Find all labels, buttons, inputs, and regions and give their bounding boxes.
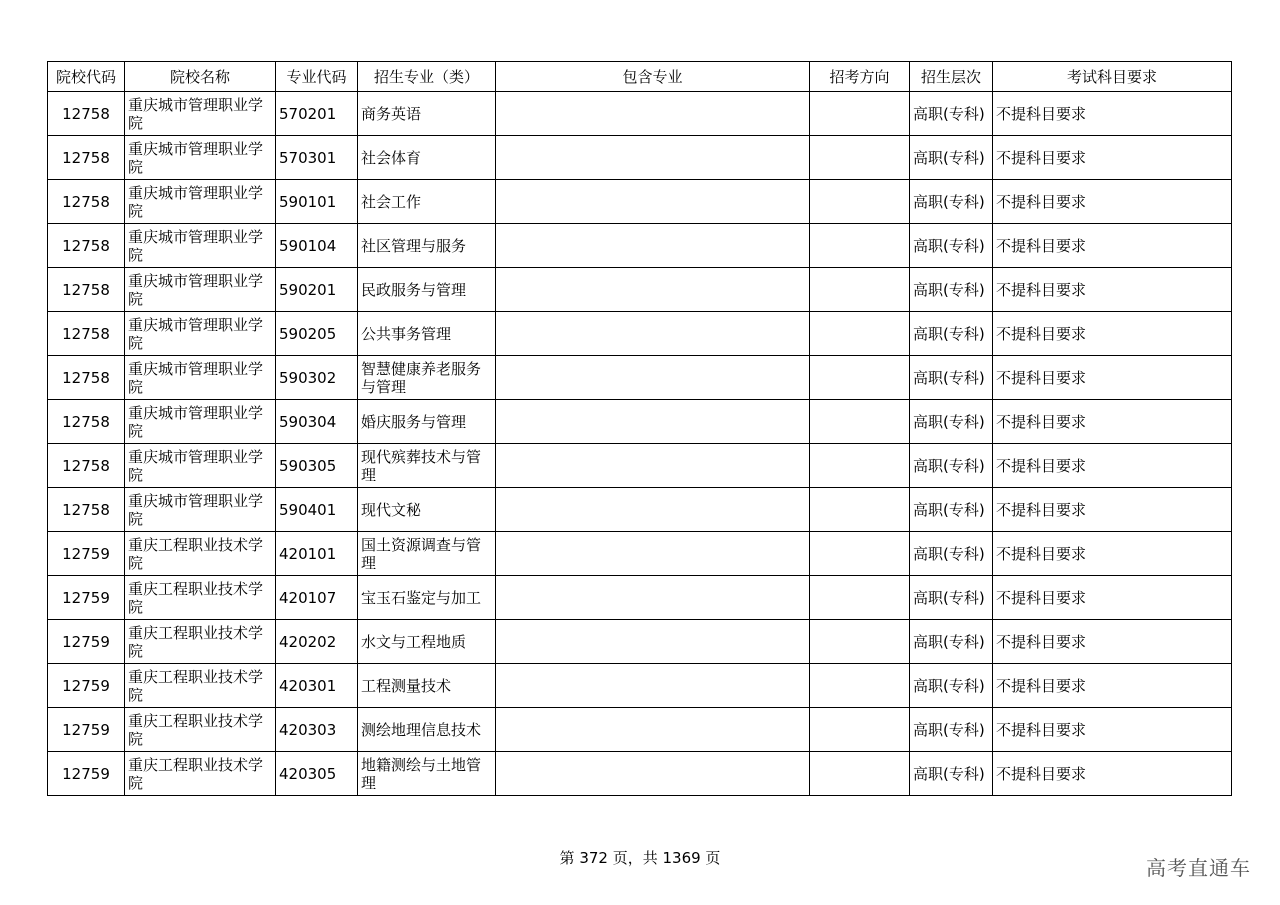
cell-direction bbox=[810, 136, 910, 180]
cell-school-code: 12758 bbox=[48, 136, 125, 180]
cell-sub-majors bbox=[496, 312, 810, 356]
cell-major: 智慧健康养老服务与管理 bbox=[358, 356, 496, 400]
cell-direction bbox=[810, 180, 910, 224]
cell-direction bbox=[810, 400, 910, 444]
cell-level: 高职(专科) bbox=[910, 224, 993, 268]
cell-major: 社会工作 bbox=[358, 180, 496, 224]
cell-level: 高职(专科) bbox=[910, 312, 993, 356]
table-row bbox=[48, 576, 1232, 620]
cell-direction bbox=[810, 752, 910, 796]
table-row bbox=[48, 268, 1232, 312]
cell-major: 民政服务与管理 bbox=[358, 268, 496, 312]
table-row bbox=[48, 312, 1232, 356]
cell-school-code: 12758 bbox=[48, 444, 125, 488]
header-major: 招生专业（类） bbox=[358, 62, 496, 92]
cell-requirement: 不提科目要求 bbox=[993, 708, 1232, 752]
cell-school-code: 12758 bbox=[48, 356, 125, 400]
cell-major: 国土资源调查与管理 bbox=[358, 532, 496, 576]
cell-level: 高职(专科) bbox=[910, 180, 993, 224]
cell-school-code: 12759 bbox=[48, 576, 125, 620]
cell-major: 婚庆服务与管理 bbox=[358, 400, 496, 444]
cell-level: 高职(专科) bbox=[910, 400, 993, 444]
table-row bbox=[48, 532, 1232, 576]
cell-school-name: 重庆城市管理职业学院 bbox=[125, 312, 276, 356]
table-row bbox=[48, 136, 1232, 180]
cell-direction bbox=[810, 532, 910, 576]
cell-sub-majors bbox=[496, 752, 810, 796]
cell-requirement: 不提科目要求 bbox=[993, 356, 1232, 400]
table-header bbox=[48, 62, 1232, 92]
table-body bbox=[48, 92, 1232, 796]
cell-level: 高职(专科) bbox=[910, 576, 993, 620]
cell-sub-majors bbox=[496, 136, 810, 180]
cell-requirement: 不提科目要求 bbox=[993, 136, 1232, 180]
cell-direction bbox=[810, 620, 910, 664]
cell-major: 现代文秘 bbox=[358, 488, 496, 532]
cell-major-code: 590101 bbox=[276, 180, 358, 224]
cell-school-code: 12759 bbox=[48, 620, 125, 664]
header-school-code: 院校代码 bbox=[48, 62, 125, 92]
cell-direction bbox=[810, 664, 910, 708]
cell-sub-majors bbox=[496, 268, 810, 312]
cell-school-code: 12758 bbox=[48, 268, 125, 312]
cell-sub-majors bbox=[496, 708, 810, 752]
cell-requirement: 不提科目要求 bbox=[993, 224, 1232, 268]
cell-requirement: 不提科目要求 bbox=[993, 620, 1232, 664]
cell-major: 社区管理与服务 bbox=[358, 224, 496, 268]
cell-major-code: 420301 bbox=[276, 664, 358, 708]
cell-sub-majors bbox=[496, 356, 810, 400]
cell-level: 高职(专科) bbox=[910, 752, 993, 796]
cell-school-code: 12759 bbox=[48, 708, 125, 752]
header-school-name: 院校名称 bbox=[125, 62, 276, 92]
table-row bbox=[48, 708, 1232, 752]
cell-school-name: 重庆城市管理职业学院 bbox=[125, 400, 276, 444]
cell-requirement: 不提科目要求 bbox=[993, 268, 1232, 312]
cell-level: 高职(专科) bbox=[910, 444, 993, 488]
header-major-code: 专业代码 bbox=[276, 62, 358, 92]
cell-sub-majors bbox=[496, 532, 810, 576]
table-row bbox=[48, 92, 1232, 136]
cell-level: 高职(专科) bbox=[910, 356, 993, 400]
cell-sub-majors bbox=[496, 620, 810, 664]
cell-school-name: 重庆城市管理职业学院 bbox=[125, 224, 276, 268]
cell-level: 高职(专科) bbox=[910, 664, 993, 708]
cell-school-code: 12759 bbox=[48, 664, 125, 708]
cell-school-name: 重庆工程职业技术学院 bbox=[125, 708, 276, 752]
watermark: 高考直通车 bbox=[1146, 856, 1251, 880]
cell-direction bbox=[810, 268, 910, 312]
cell-major: 测绘地理信息技术 bbox=[358, 708, 496, 752]
cell-requirement: 不提科目要求 bbox=[993, 532, 1232, 576]
cell-major-code: 590201 bbox=[276, 268, 358, 312]
cell-direction bbox=[810, 576, 910, 620]
cell-major-code: 420101 bbox=[276, 532, 358, 576]
cell-major-code: 590302 bbox=[276, 356, 358, 400]
cell-requirement: 不提科目要求 bbox=[993, 576, 1232, 620]
cell-school-name: 重庆城市管理职业学院 bbox=[125, 136, 276, 180]
cell-level: 高职(专科) bbox=[910, 136, 993, 180]
cell-school-code: 12759 bbox=[48, 752, 125, 796]
cell-direction bbox=[810, 488, 910, 532]
cell-sub-majors bbox=[496, 224, 810, 268]
cell-requirement: 不提科目要求 bbox=[993, 444, 1232, 488]
table-row bbox=[48, 620, 1232, 664]
cell-level: 高职(专科) bbox=[910, 532, 993, 576]
cell-major: 商务英语 bbox=[358, 92, 496, 136]
header-requirement: 考试科目要求 bbox=[993, 62, 1232, 92]
cell-sub-majors bbox=[496, 576, 810, 620]
cell-sub-majors bbox=[496, 92, 810, 136]
cell-major: 水文与工程地质 bbox=[358, 620, 496, 664]
cell-major-code: 570201 bbox=[276, 92, 358, 136]
cell-major: 宝玉石鉴定与加工 bbox=[358, 576, 496, 620]
cell-sub-majors bbox=[496, 664, 810, 708]
header-level: 招生层次 bbox=[910, 62, 993, 92]
cell-school-code: 12758 bbox=[48, 180, 125, 224]
cell-major-code: 590401 bbox=[276, 488, 358, 532]
cell-school-name: 重庆城市管理职业学院 bbox=[125, 92, 276, 136]
table-row bbox=[48, 224, 1232, 268]
cell-major-code: 590205 bbox=[276, 312, 358, 356]
cell-school-name: 重庆城市管理职业学院 bbox=[125, 180, 276, 224]
cell-school-name: 重庆工程职业技术学院 bbox=[125, 752, 276, 796]
cell-level: 高职(专科) bbox=[910, 92, 993, 136]
cell-school-name: 重庆城市管理职业学院 bbox=[125, 444, 276, 488]
cell-school-name: 重庆城市管理职业学院 bbox=[125, 356, 276, 400]
cell-major-code: 570301 bbox=[276, 136, 358, 180]
cell-level: 高职(专科) bbox=[910, 708, 993, 752]
cell-direction bbox=[810, 708, 910, 752]
cell-requirement: 不提科目要求 bbox=[993, 180, 1232, 224]
cell-school-name: 重庆工程职业技术学院 bbox=[125, 620, 276, 664]
cell-school-code: 12758 bbox=[48, 312, 125, 356]
table-row bbox=[48, 664, 1232, 708]
cell-school-name: 重庆工程职业技术学院 bbox=[125, 576, 276, 620]
cell-direction bbox=[810, 92, 910, 136]
cell-school-code: 12759 bbox=[48, 532, 125, 576]
cell-school-name: 重庆城市管理职业学院 bbox=[125, 268, 276, 312]
cell-school-name: 重庆工程职业技术学院 bbox=[125, 664, 276, 708]
cell-direction bbox=[810, 224, 910, 268]
cell-major: 社会体育 bbox=[358, 136, 496, 180]
cell-school-code: 12758 bbox=[48, 224, 125, 268]
cell-direction bbox=[810, 312, 910, 356]
cell-requirement: 不提科目要求 bbox=[993, 664, 1232, 708]
page-number: 第 372 页，共 1369 页 bbox=[559, 849, 721, 867]
table-row bbox=[48, 752, 1232, 796]
cell-requirement: 不提科目要求 bbox=[993, 92, 1232, 136]
cell-sub-majors bbox=[496, 488, 810, 532]
cell-major: 现代殡葬技术与管理 bbox=[358, 444, 496, 488]
cell-school-name: 重庆城市管理职业学院 bbox=[125, 488, 276, 532]
admissions-table bbox=[47, 61, 1232, 796]
cell-major: 地籍测绘与土地管理 bbox=[358, 752, 496, 796]
cell-level: 高职(专科) bbox=[910, 268, 993, 312]
cell-requirement: 不提科目要求 bbox=[993, 312, 1232, 356]
cell-school-code: 12758 bbox=[48, 400, 125, 444]
cell-requirement: 不提科目要求 bbox=[993, 488, 1232, 532]
cell-direction bbox=[810, 444, 910, 488]
header-direction: 招考方向 bbox=[810, 62, 910, 92]
cell-requirement: 不提科目要求 bbox=[993, 752, 1232, 796]
cell-major-code: 590104 bbox=[276, 224, 358, 268]
cell-level: 高职(专科) bbox=[910, 488, 993, 532]
cell-school-code: 12758 bbox=[48, 92, 125, 136]
cell-sub-majors bbox=[496, 444, 810, 488]
cell-requirement: 不提科目要求 bbox=[993, 400, 1232, 444]
cell-sub-majors bbox=[496, 400, 810, 444]
table-row bbox=[48, 356, 1232, 400]
cell-major-code: 590305 bbox=[276, 444, 358, 488]
cell-major-code: 590304 bbox=[276, 400, 358, 444]
table-row bbox=[48, 180, 1232, 224]
cell-school-name: 重庆工程职业技术学院 bbox=[125, 532, 276, 576]
cell-major: 工程测量技术 bbox=[358, 664, 496, 708]
table-row bbox=[48, 488, 1232, 532]
cell-major-code: 420202 bbox=[276, 620, 358, 664]
table-row bbox=[48, 444, 1232, 488]
cell-sub-majors bbox=[496, 180, 810, 224]
cell-major-code: 420107 bbox=[276, 576, 358, 620]
cell-major-code: 420305 bbox=[276, 752, 358, 796]
header-sub-majors: 包含专业 bbox=[496, 62, 810, 92]
table-row bbox=[48, 400, 1232, 444]
cell-school-code: 12758 bbox=[48, 488, 125, 532]
cell-major-code: 420303 bbox=[276, 708, 358, 752]
cell-major: 公共事务管理 bbox=[358, 312, 496, 356]
cell-level: 高职(专科) bbox=[910, 620, 993, 664]
cell-direction bbox=[810, 356, 910, 400]
